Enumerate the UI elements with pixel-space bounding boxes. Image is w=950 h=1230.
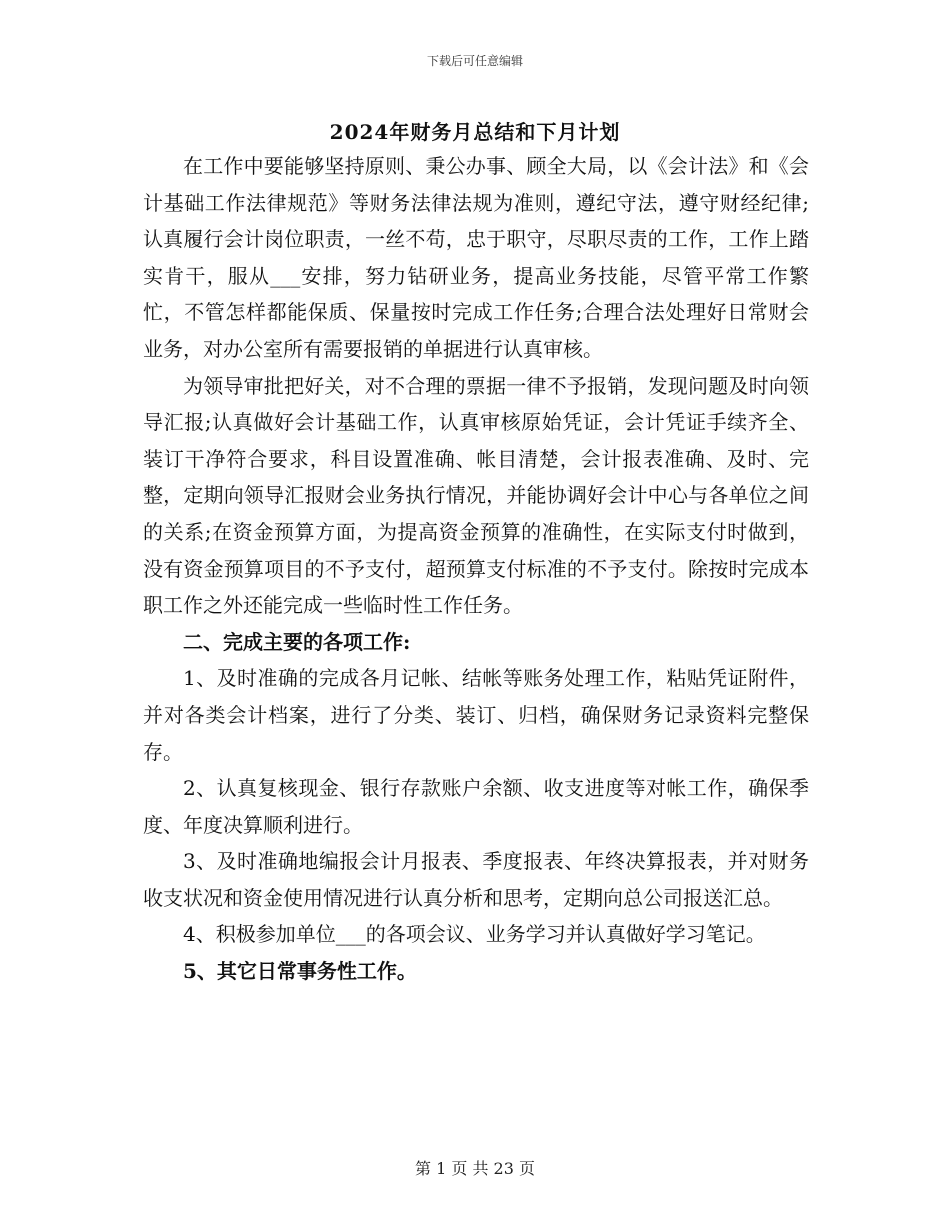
page-number: 第 1 页 共 23 页 xyxy=(415,1159,535,1178)
document-title: 2024年财务月总结和下月计划 xyxy=(329,120,621,144)
document-body xyxy=(143,148,809,990)
list-item: 4、积极参加单位___的各项会议、业务学习并认真做好学习笔记。 xyxy=(183,922,766,947)
list-item: 2、认真复核现金、银行存款账户余额、收支进度等对帐工作，确保季度、年度决算顺利进行。 xyxy=(143,776,809,837)
list-item: 1、及时准确的完成各月记帐、结帐等账务处理工作，粘贴凭证附件，并对各类会计档案，进行了分类、装订、归档，确保财务记录资料完整保存。 xyxy=(143,666,809,764)
page-header-note: 下载后可任意编辑 xyxy=(426,54,523,68)
paragraph-approval: 为领导审批把好关，对不合理的票据一律不予报销，发现问题及时向领导汇报;认真做好会计基础工作，认真审核原始凭证，会计凭证手续齐全、装订干净符合要求，科目设置准确、帐目清楚，会计报表准确、及时、完整，定期向领导汇报财会业务执行情况，并能协调好会计中心与各单位之间的关系;在资金预算方面，为提高资金预算的准确性，在实际支付时做到，没有资金预算项目的不予支付，超预算支付标准的不予支付。除按时完成本职工作之外还能完成一些临时性工作任务。 xyxy=(143,373,809,618)
list-item: 3、及时准确地编报会计月报表、季度报表、年终决算报表，并对财务收支状况和资金使用情况进行认真分析和思考，定期向总公司报送汇总。 xyxy=(143,849,809,910)
paragraph-intro: 在工作中要能够坚持原则、秉公办事、顾全大局，以《会计法》和《会计基础工作法律规范》等财务法律法规为准则，遵纪守法，遵守财经纪律;认真履行会计岗位职责，一丝不苟，忠于职守，尽职尽责的工作，工作上踏实肯干，服从___安排，努力钻研业务，提高业务技能，尽管平常工作繁忙，不管怎样都能保质、保量按时完成工作任务;合理合法处理好日常财会业务，对办公室所有需要报销的单据进行认真审核。 xyxy=(143,154,809,361)
section-heading: 二、完成主要的各项工作: xyxy=(183,629,411,654)
final-heading: 5、其它日常事务性工作。 xyxy=(183,959,417,984)
